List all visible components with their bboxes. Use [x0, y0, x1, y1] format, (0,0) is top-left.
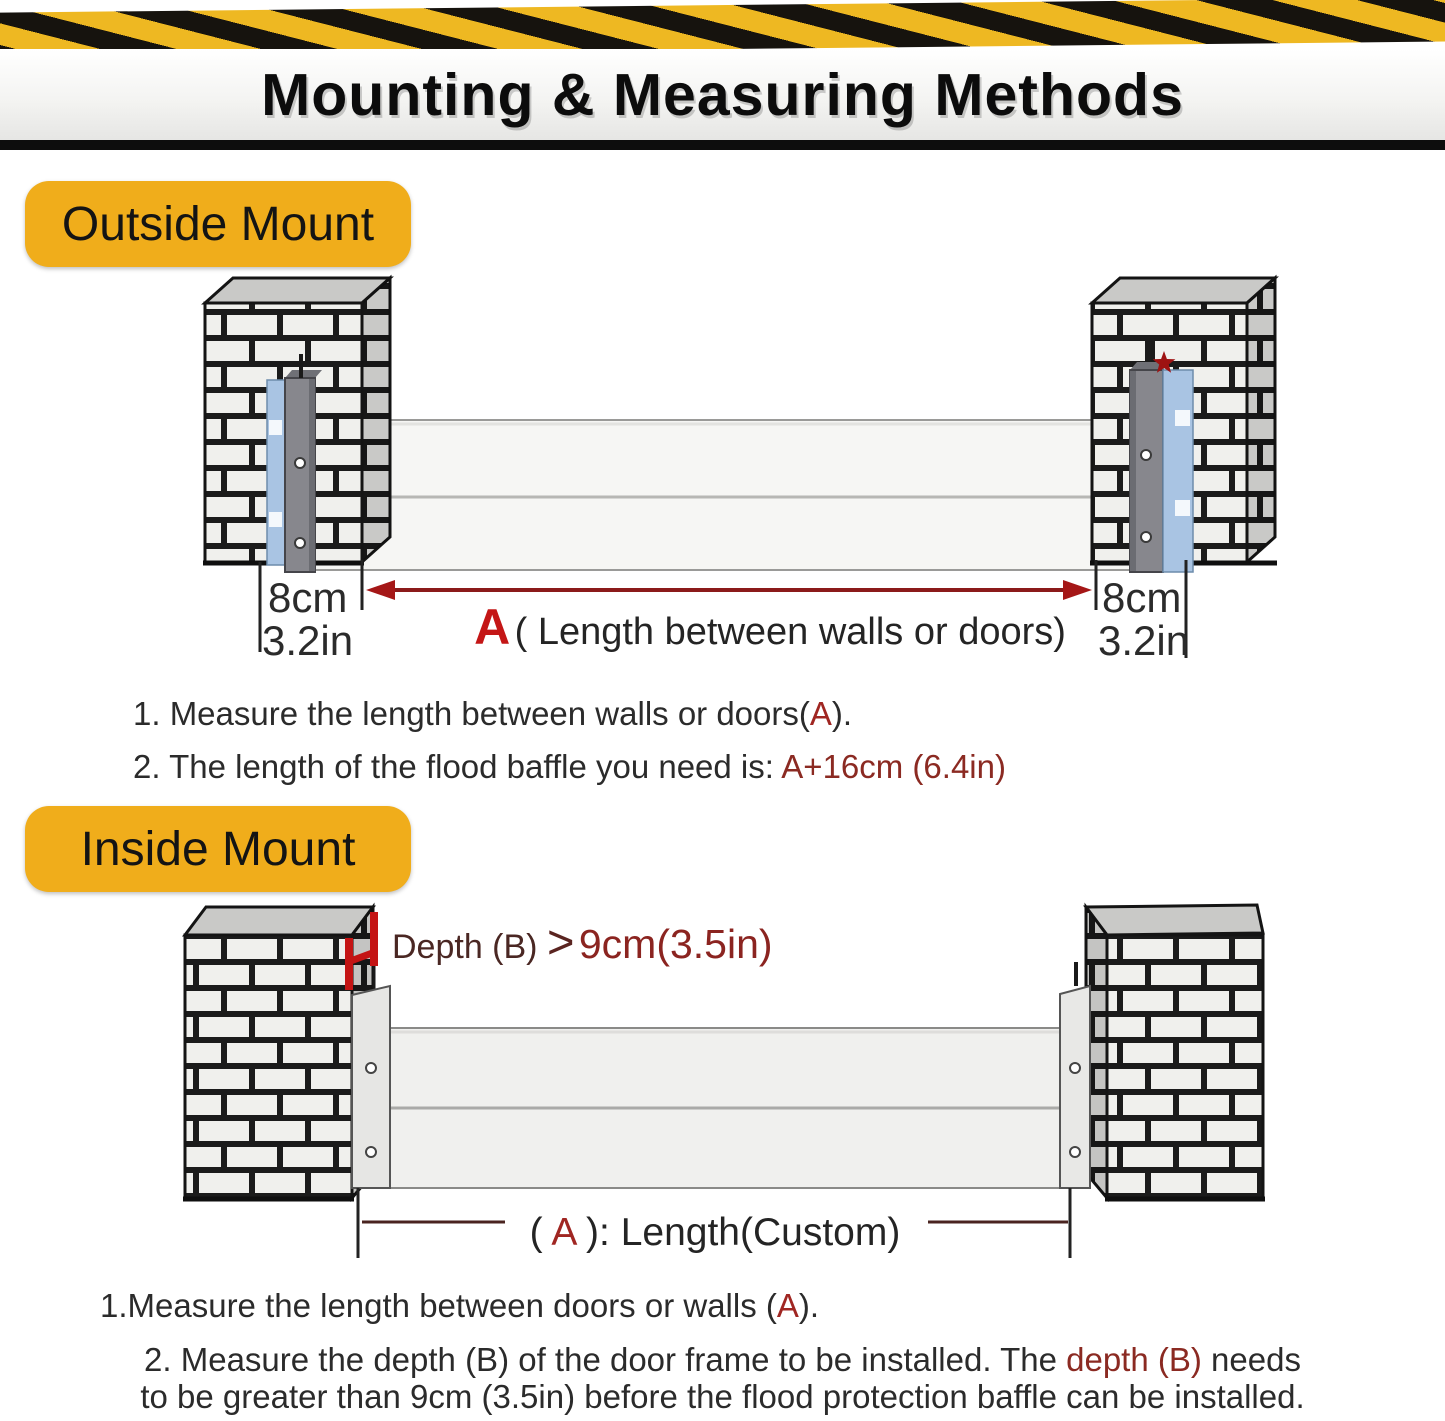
banner-divider [0, 140, 1445, 150]
screw-hole [295, 538, 305, 548]
caution-tape-band [0, 0, 1445, 56]
inside-step-2-line2: to be greater than 9cm (3.5in) before the flood protection baffle can be installed. [140, 1378, 1305, 1415]
right-seal-strip [1163, 370, 1193, 572]
caution-stripes [0, 0, 1445, 56]
right-channel-bar [1060, 962, 1090, 1188]
span-arrow [366, 580, 1092, 600]
inside-mount-label: Inside Mount [80, 822, 356, 876]
inside-mount-badge [25, 806, 411, 892]
left-channel-bar [352, 986, 390, 1188]
outside-mount-badge [25, 181, 411, 267]
left-seal-strip [267, 380, 285, 565]
title-banner [0, 49, 1445, 140]
outside-mount-label: Outside Mount [61, 197, 375, 251]
right-channel-assembly [1130, 340, 1193, 572]
outside-step-2: 2. The length of the flood baffle you need is: A+16cm (6.4in) [133, 748, 1006, 785]
inside-step-1: 1.Measure the length between doors or walls (A). [100, 1287, 820, 1324]
screw-hole [366, 1147, 376, 1157]
inside-mount-diagram [0, 890, 1445, 1270]
left-dim-cm: 8cm [268, 574, 348, 621]
inside-step-2-line1: 2. Measure the depth (B) of the door frame to be installed. The depth (B) needs [144, 1341, 1301, 1378]
flood-baffle-panels [315, 420, 1131, 570]
screw-hole [1070, 1147, 1080, 1157]
screw-hole [295, 458, 305, 468]
outside-mount-diagram [0, 270, 1445, 670]
depth-label: Depth (B) > 9cm(3.5in) [392, 915, 773, 968]
outside-step-1: 1. Measure the length between walls or doors(A). [133, 695, 853, 732]
length-label: ( A ): Length(Custom) [529, 1211, 901, 1254]
right-dim-cm: 8cm [1102, 574, 1182, 621]
flood-baffle-panels [390, 1028, 1060, 1188]
right-dim-inch: 3.2in [1098, 617, 1190, 664]
screw-hole [1141, 450, 1151, 460]
screw-hole [1141, 532, 1151, 542]
left-channel-assembly [267, 354, 322, 572]
left-dim-inch: 3.2in [262, 617, 354, 664]
brick-pillar-right [1086, 905, 1265, 1199]
brick-pillar-left [183, 907, 373, 1199]
screw-hole [1070, 1063, 1080, 1073]
span-length-label: A ( Length between walls or doors) [474, 599, 1066, 655]
page-title: Mounting & Measuring Methods [261, 61, 1184, 128]
screw-hole [366, 1063, 376, 1073]
